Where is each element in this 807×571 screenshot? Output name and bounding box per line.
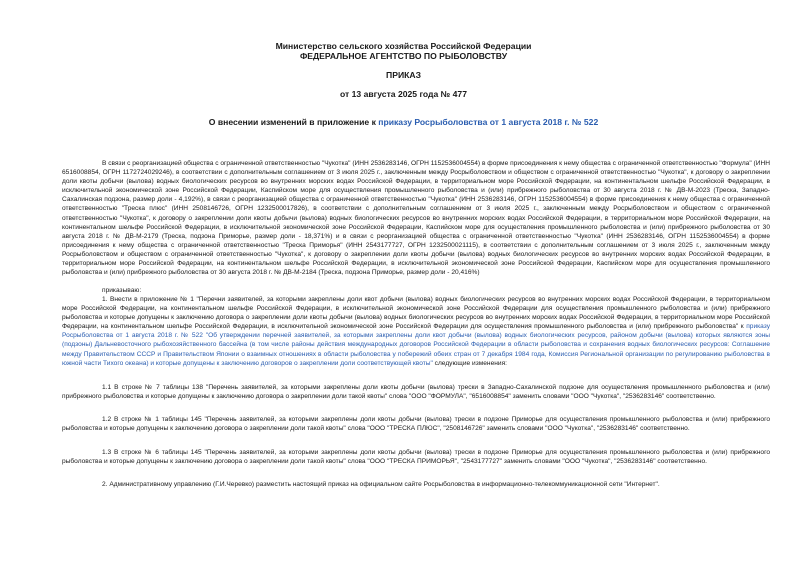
order-word-block [62, 286, 770, 295]
item-1-text-b: следующие изменения: [432, 359, 507, 367]
doc-subject [0, 117, 807, 127]
doc-date-number: от 13 августа 2025 года № 477 [340, 89, 467, 99]
item-1-2-block [62, 415, 770, 434]
item-2: 2. Административному управлению (Г.И.Черевко) разместить настоящий приказ на официальном сайте Росрыболовства в информационно-телекоммуникационной сети "Интернет". [102, 481, 660, 488]
item-1-3: 1.3 В строке № 6 таблицы 145 "Перечень заявителей, за которыми закреплены доли квоты добычи (вылова) трески в подзоне Приморье для осуществления промышленного рыболовства и (или) прибрежного рыболовства и которые допущены к заключению договора о закреплении доли такой квоты" слова "ООО "ТРЕСКА ПРИМОРЬЯ", "2543177727" заменить словами "ООО "Чукотка", "2536283146" соответственно. [62, 449, 770, 466]
item-1-block [62, 295, 770, 373]
subject-prefix: О внесении изменений в приложение к [208, 117, 379, 127]
item-1-order-link[interactable]: приказу Росрыболовства от 1 августа 2018 г. № 522 "Об утверждении перечней заявителей, за которыми закреплены доли квот добычи (вылова) водных биологических ресурсов, районом добычи (вылова) которых являются зоны (подзоны) Дальневосточного рыбохозяйственного бассейна (в том числе районы действия международных договоров Российской Федерации в области рыболовства и сохранения водных биологических ресурсов: Соглашение между Правительством СССР и Правительством Японии о взаимных отношениях в области рыболовства у побережий обеих стран от 7 декабря 1984 года, Комиссия Региональной организации по регулированию рыболовства в южной части Тихого океана) и которые допущены к заключению договоров о закреплении доли соответствующей квоты" [62, 323, 770, 367]
item-1-3-block [62, 448, 770, 467]
item-1-1: 1.1 В строке № 7 таблицы 138 "Перечень заявителей, за которыми закреплены доли квоты добычи (вылова) трески в Западно-Сахалинской подзоне для осуществления промышленного рыболовства и (или) прибрежного рыболовства и которые допущены к заключению договора о закреплении доли такой квоты" слова "ООО "ФОРМУЛА", "6516008854" заменить словами "ООО "Чукотка", "2536283146" соответственно. [62, 384, 770, 401]
item-1-2: 1.2 В строке № 1 таблицы 145 "Перечень заявителей, за которыми закреплены доли квоты добычи (вылова) трески в подзоне Приморье для осуществления промышленного рыболовства и (или) прибрежного рыболовства и которые допущены к заключению договора о закреплении доли такой квоты" слова "ООО "ТРЕСКА ПЛЮС", "2508146726" заменить словами "ООО "Чукотка", "2536283146" соответственно. [62, 416, 770, 433]
preamble-block [62, 159, 770, 277]
agency-title: ФЕДЕРАЛЬНОЕ АГЕНТСТВО ПО РЫБОЛОВСТВУ [299, 51, 508, 61]
subject-link[interactable]: приказу Росрыболовства от 1 августа 2018 г. № 522 [378, 117, 599, 127]
item-1-text-a: 1. Внести в приложение № 1 "Перечни заявителей, за которыми закреплены доли квот добычи (вылова) водных биологических ресурсов во внутренних морских водах Российской Федерации, в территориальном море Российской Федерации, на континентальном шельфе Российской Федерации, в исключительной экономической зоне Российской Федерации для осуществления промышленного рыболовства и (или) прибрежного рыболовства и которые допущены к заключению договора о закреплении доли квоты добычи (вылова) водных биологических ресурсов во внутренних морских водах Российской Федерации, в территориальном море Российской Федерации, на континентальном шельфе Российской Федерации, в исключительной экономической зоне Российской Федерации для осуществления промышленного рыболовства и (или) прибрежного рыболовства" к [62, 296, 770, 331]
doc-type: ПРИКАЗ [386, 70, 421, 80]
item-2-block [62, 480, 770, 489]
ministry-title: Министерство сельского хозяйства Российской Федерации [275, 41, 532, 51]
order-word: приказываю: [102, 287, 142, 294]
item-1-1-block [62, 383, 770, 402]
preamble-text: В связи с реорганизацией общества с ограниченной ответственностью "Чукотка" (ИНН 2536283146, ОГРН 1152536004554) в форме присоединения к нему общества с ограниченной ответственностью "Формула" (ИНН 6516008854, ОГРН 1172724029246), в соответствии с дополнительным соглашением от 3 июля 2025 г., заключенным между Росрыболовством и обществом с ограниченной ответственностью "Чукотка", к договору о закреплении доли квоты добычи (вылова) водных биологических ресурсов во внутренних морских водах Российской Федерации, в территориальном море Российской Федерации, на континентальном шельфе Российской Федерации, в исключительной экономической зоне Российской Федерации, Каспийском море для осуществления промышленного рыболовства и (или) прибрежного рыболовства от 30 августа 2018 г. № ДВ-М-2023 (Треска, Западно-Сахалинская подзона, размер доли - 4,192%), в связи с реорганизацией общества с ограниченной ответственностью "Чукотка" (ИНН 2536283146, ОГРН 1152536004554) в форме присоединения к нему общества с ограниченной ответственностью "Треска плюс" (ИНН 2508146726, ОГРН 1232500017826), в соответствии с дополнительным соглашением от 3 июля 2025 г., заключенным между Росрыболовством и обществом с ограниченной ответственностью "Чукотка", к договору о закреплении доли квоты добычи (вылова) водных биологических ресурсов во внутренних морских водах Российской Федерации, в территориальном море Российской Федерации, на континентальном шельфе Российской Федерации, в исключительной экономической зоне Российской Федерации, Каспийском море для осуществления промышленного рыболовства и (или) прибрежного рыболовства от 30 августа 2018 г. № ДВ-М-2179 (Треска, подзона Приморье, размер доли - 18,371%) и в связи с реорганизацией общества с ограниченной ответственностью "Чукотка" (ИНН 2536283146, ОГРН 1152536004554) в форме присоединения к нему общества с ограниченной ответственностью "Треска Приморья" (ИНН 2543177727, ОГРН 1232500021115), в соответствии с дополнительным соглашением от 3 июля 2025 г., заключенным между Росрыболовством и обществом с ограниченной ответственностью "Чукотка", к договору о закреплении доли квоты добычи (вылова) водных биологических ресурсов во внутренних морских водах Российской Федерации, в территориальном море Российской Федерации, на континентальном шельфе Российской Федерации, в исключительной экономической зоне Российской Федерации, Каспийском море для осуществления промышленного рыболовства и (или) прибрежного рыболовства от 30 августа 2018 г. № ДВ-М-2184 (Треска, подзона Приморье, размер доли - 20,416%) [62, 160, 770, 277]
item-1 [62, 295, 770, 368]
